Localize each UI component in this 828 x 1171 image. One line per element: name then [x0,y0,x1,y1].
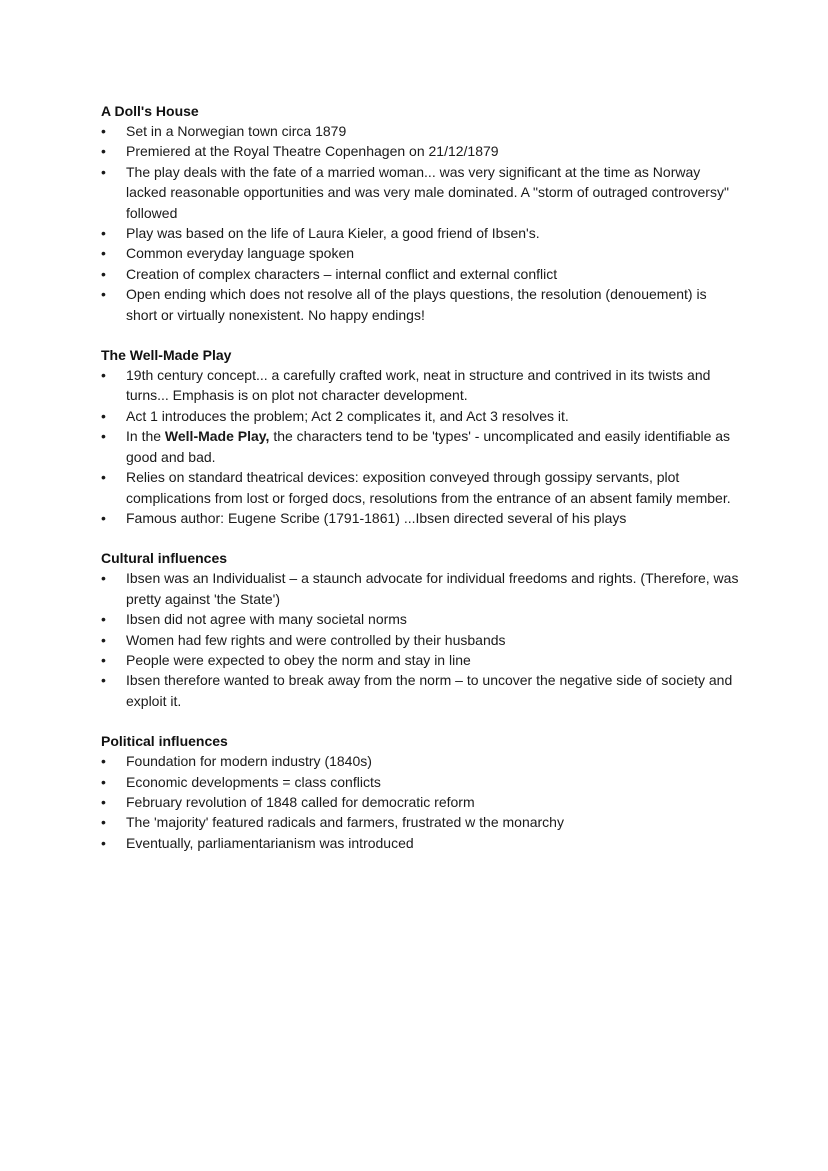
bullet-icon: • [101,245,106,262]
bullet-icon: • [101,143,106,160]
list-item: • The play deals with the fate of a married woman... was very significant at the time as Norway lacked reasonable opportunities and was very male dominated. A "storm of outraged controversy" followed [101,163,729,221]
bullet-icon: • [101,265,106,282]
section-political-influences [101,731,741,853]
list-item: • In the Well-Made Play, the characters tend to be 'types' - uncomplicated and easily identifiable as good and bad. [101,428,731,465]
list-item: • Play was based on the life of Laura Kieler, a good friend of Ibsen's. [101,223,741,243]
bullet-list [101,568,741,711]
list-item: • Common everyday language spoken [101,243,741,263]
bullet-icon: • [101,672,106,689]
bullet-icon: • [101,814,106,831]
bullet-icon: • [101,753,106,770]
bullet-icon: • [101,631,106,648]
bullet-icon: • [101,773,106,790]
section-a-dolls-house [101,101,741,325]
bullet-icon: • [101,163,106,180]
section-heading: Cultural influences [101,550,228,567]
bullet-icon: • [101,793,106,810]
bullet-icon: • [101,570,106,587]
section-well-made-play [101,345,741,528]
bullet-list [101,751,741,853]
bullet-icon: • [101,225,106,242]
bullet-icon: • [101,123,106,139]
bullet-icon: • [101,834,106,851]
list-item: • Relies on standard theatrical devices: exposition conveyed through gossipy servants, plot complications from lost or forged docs, resolutions from the entrance of an absent family member. [101,469,731,506]
list-item: • Famous author: Eugene Scribe (1791-1861) ...Ibsen directed several of his plays [101,508,741,528]
bold-term: Well-Made Play, [164,428,270,445]
bullet-icon: • [101,428,106,445]
list-item: • Ibsen therefore wanted to break away from the norm – to uncover the negative side of society and exploit it. [101,672,733,709]
list-item: • Set in a Norwegian town circa 1879 [101,121,741,141]
list-item: • February revolution of 1848 called for democratic reform [101,792,741,812]
list-item: • The 'majority' featured radicals and farmers, frustrated w the monarchy [101,812,741,832]
list-item: • Act 1 introduces the problem; Act 2 complicates it, and Act 3 resolves it. [101,406,741,426]
list-item: • Ibsen did not agree with many societal norms [101,609,741,629]
bullet-icon: • [101,509,106,526]
bullet-icon: • [101,367,106,384]
bullet-icon: • [101,651,106,668]
section-heading: The Well-Made Play [101,347,232,364]
list-item: • Eventually, parliamentarianism was introduced [101,833,741,853]
list-item: • 19th century concept... a carefully crafted work, neat in structure and contrived in its twists and turns... Emphasis is on plot not character development. [101,367,711,404]
bullet-icon: • [101,611,106,628]
list-item: • Open ending which does not resolve all of the plays questions, the resolution (denouement) is short or virtually nonexistent. No happy endings! [101,286,707,323]
list-item: • Ibsen was an Individualist – a staunch advocate for individual freedoms and rights. (Therefore, was pretty against 'the State') [101,570,739,607]
section-heading: A Doll's House [101,103,199,119]
list-item: • Economic developments = class conflicts [101,772,741,792]
list-item: • Creation of complex characters – internal conflict and external conflict [101,264,741,284]
bullet-icon: • [101,469,106,486]
bullet-list [101,121,741,325]
section-heading: Political influences [101,733,228,750]
list-item: • People were expected to obey the norm and stay in line [101,650,741,670]
list-item: • Women had few rights and were controlled by their husbands [101,630,741,650]
section-cultural-influences [101,548,741,711]
bullet-icon: • [101,407,106,424]
list-item: • Premiered at the Royal Theatre Copenhagen on 21/12/1879 [101,141,741,161]
document-page [101,101,741,873]
list-item: • Foundation for modern industry (1840s) [101,751,741,771]
bullet-list [101,365,741,528]
bullet-icon: • [101,286,106,303]
